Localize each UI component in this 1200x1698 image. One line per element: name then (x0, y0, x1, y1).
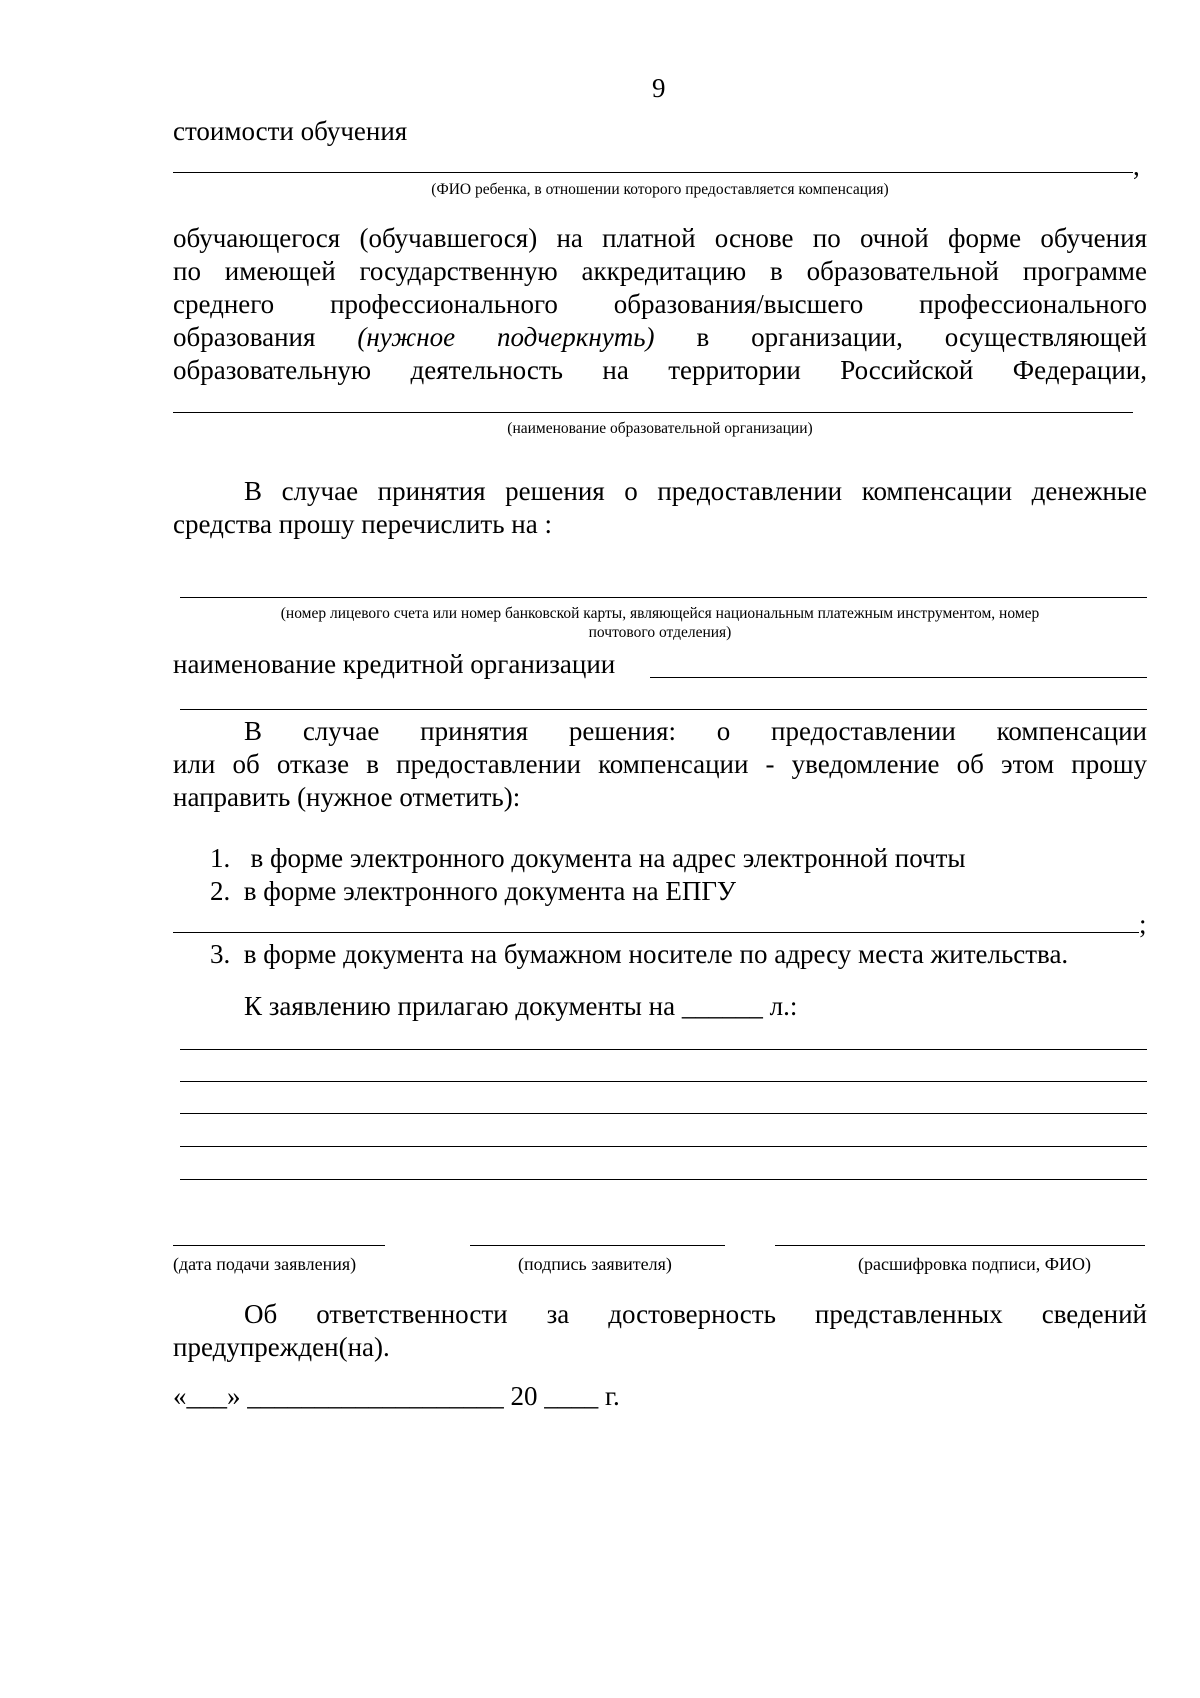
signature-line[interactable] (470, 1245, 725, 1246)
org-name-line[interactable] (173, 412, 1133, 413)
option-2-text: в форме электронного документа на ЕПГУ (243, 876, 737, 906)
caption-signature: (подпись заявителя) (518, 1254, 672, 1274)
comma: , (1133, 151, 1140, 181)
page-number: 9 (652, 73, 666, 103)
decoding-line[interactable] (775, 1245, 1145, 1246)
attach-line-1[interactable] (180, 1049, 1147, 1050)
date-year-prefix: 20 (510, 1381, 538, 1411)
para1-line4-b: в организации, осуществляющей (696, 322, 1147, 352)
option-2[interactable] (210, 875, 736, 907)
attach-after: л.: (769, 991, 798, 1021)
credit-org-line-2[interactable] (180, 709, 1147, 710)
para1-line4-italic: (нужное подчеркнуть) (357, 322, 655, 352)
date-close-quote: » (227, 1381, 241, 1411)
caption-decoding: (расшифровка подписи, ФИО) (858, 1254, 1091, 1274)
option-3-num: 3. (210, 939, 231, 969)
para1-line2: по имеющей государственную аккредитацию в образовательной программе (173, 256, 1147, 286)
para1-line1: обучающегося (обучавшегося) на платной основе по очной форме обучения (173, 223, 1147, 253)
date-year-suffix: г. (605, 1381, 620, 1411)
credit-org-label: наименование кредитной организации (173, 649, 616, 679)
child-name-line[interactable] (173, 172, 1133, 173)
credit-org-input-line[interactable] (650, 677, 1147, 678)
date-line (173, 1380, 620, 1412)
para1-line3: среднего профессионального образования/высшего профессионального (173, 289, 1147, 319)
option-2-num: 2. (210, 876, 231, 906)
date-signature-line[interactable] (173, 1245, 385, 1246)
caption-account: (номер лицевого счета или номер банковской карты, являющейся национальным платежным инструментом, номер (280, 605, 1040, 622)
para3-line1: В случае принятия решения: о предоставлении компенсации (244, 716, 1147, 746)
caption-account-2: почтового отделения) (588, 624, 732, 641)
date-month-blank[interactable]: ___________________ (247, 1381, 504, 1411)
attach-line (244, 990, 797, 1022)
caption-org: (наименование образовательной организации) (507, 420, 813, 437)
attach-pages-blank[interactable]: ______ (681, 991, 763, 1021)
option-1-text: в форме электронного документа на адрес электронной почты (250, 843, 966, 873)
para2-line1: В случае принятия решения о предоставлении компенсации денежные (244, 476, 1147, 506)
semicolon: ; (1139, 909, 1147, 939)
attach-line-4[interactable] (180, 1146, 1147, 1147)
para3-line2: или об отказе в предоставлении компенсации - уведомление об этом прошу (173, 749, 1147, 779)
para2-line2: средства прошу перечислить на : (173, 509, 552, 539)
option-1[interactable] (210, 842, 966, 874)
date-year-blank[interactable]: ____ (544, 1381, 599, 1411)
caption-date: (дата подачи заявления) (173, 1254, 357, 1274)
intro-text: стоимости обучения (173, 116, 408, 146)
attach-line-3[interactable] (180, 1113, 1147, 1114)
para3-line3: направить (нужное отметить): (173, 782, 521, 812)
option-3[interactable] (210, 938, 1068, 970)
responsibility-line2: предупрежден(на). (173, 1332, 390, 1362)
option-3-text: в форме документа на бумажном носителе по адресу места жительства. (243, 939, 1069, 969)
attach-line-2[interactable] (180, 1081, 1147, 1082)
date-open-quote: « (173, 1381, 187, 1411)
attach-line-5[interactable] (180, 1179, 1147, 1180)
account-line[interactable] (180, 597, 1147, 598)
caption-child: (ФИО ребенка, в отношении которого предоставляется компенсация) (431, 181, 889, 198)
date-day-blank[interactable]: ___ (186, 1381, 227, 1411)
epgu-line[interactable] (173, 932, 1139, 933)
option-1-num: 1. (210, 843, 231, 873)
attach-before: К заявлению прилагаю документы на (244, 991, 676, 1021)
responsibility-line1: Об ответственности за достоверность представленных сведений (244, 1299, 1147, 1329)
para1-line4 (173, 321, 1147, 353)
para1-line5: образовательную деятельность на территории Российской Федерации, (173, 355, 1147, 385)
para1-line4-a: образования (173, 322, 316, 352)
